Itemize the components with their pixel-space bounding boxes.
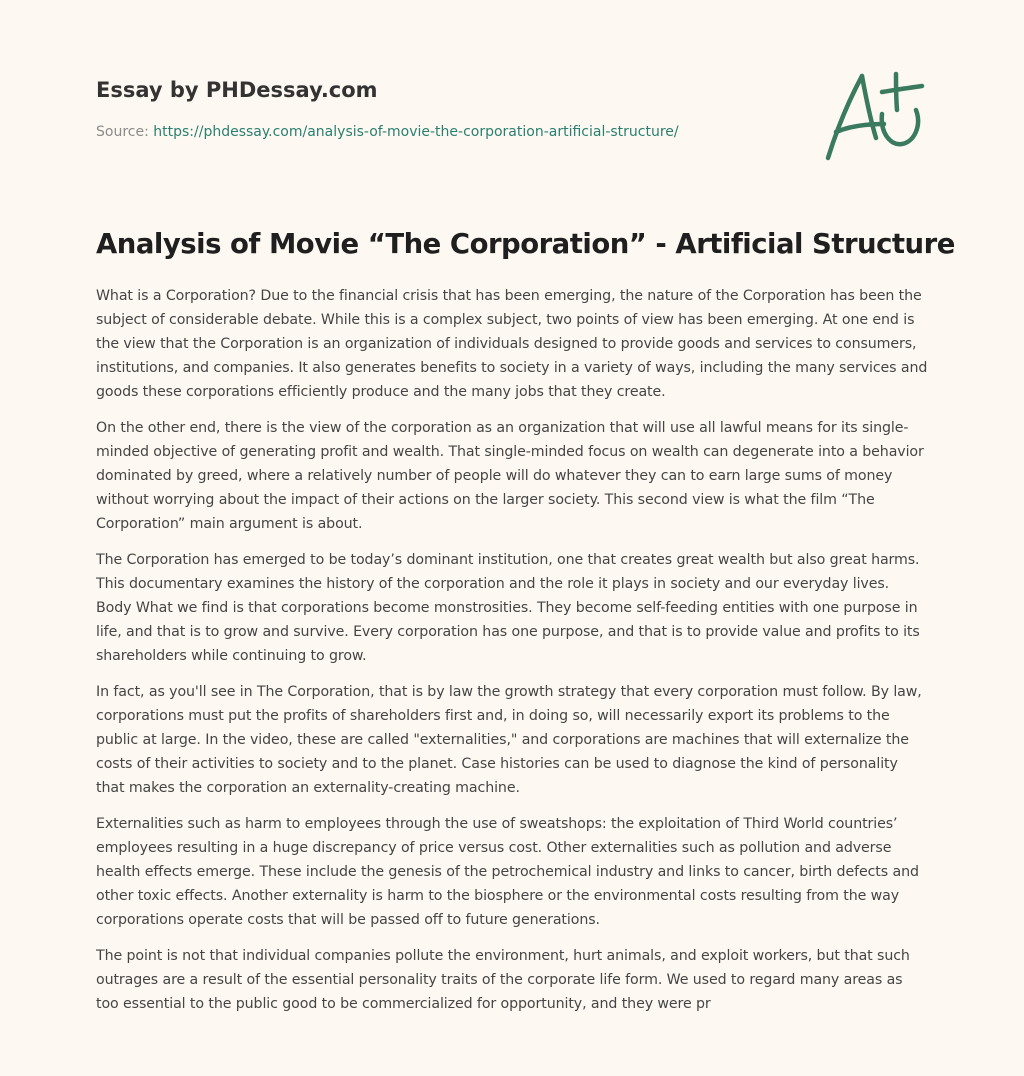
paragraph: In fact, as you'll see in The Corporation, that is by law the growth strategy that every corporation must follow. By law, corporations must put the profits of shareholders first and, in doing so, will necessarily export its problems to the public at large. In the video, these are called "externalities," and corporations are machines that will externalize the costs of their activities to society and to the planet. Case histories can be used to diagnose the kind of personality that makes the corporation an externality-creating machine. xyxy=(96,684,922,796)
article-body xyxy=(96,284,928,1062)
source-link[interactable]: https://phdessay.com/analysis-of-movie-the-corporation-artificial-structure/ xyxy=(153,124,679,140)
paragraph: The point is not that individual companies pollute the environment, hurt animals, and exploit workers, but that such outrages are a result of the essential personality traits of the corporate life form. We used to regard many areas as too essential to the public good to be commercialized for opportunity, and they were pr xyxy=(96,948,910,1012)
site-title: Essay by PHDessay.com xyxy=(96,78,378,102)
paragraph: The Corporation has emerged to be today’s dominant institution, one that creates great wealth but also great harms. This documentary examines the history of the corporation and the role it plays in society and our everyday lives. Body What we find is that corporations become monstrosities. They become self-feeding entities with one purpose in life, and that is to grow and survive. Every corporation has one purpose, and that is to provide value and profits to its shareholders while continuing to grow. xyxy=(96,552,920,664)
a-plus-grade-icon xyxy=(818,66,930,166)
essay-header xyxy=(96,76,796,141)
paragraph: On the other end, there is the view of the corporation as an organization that will use all lawful means for its single-minded objective of generating profit and wealth. That single-minded focus on wealth can degenerate into a behavior dominated by greed, where a relatively number of people will do whatever they can to earn large sums of money without worrying about the impact of their actions on the larger society. This second view is what the film “The Corporation” main argument is about. xyxy=(96,420,924,532)
source-line xyxy=(96,123,796,141)
source-label: Source: xyxy=(96,124,154,140)
article-title: Analysis of Movie “The Corporation” - Artificial Structure xyxy=(96,228,955,260)
paragraph: Externalities such as harm to employees through the use of sweatshops: the exploitation of Third World countries’ employees resulting in a huge discrepancy of price versus cost. Other externalities such as pollution and adverse health effects emerge. These include the genesis of the petrochemical industry and links to cancer, birth defects and other toxic effects. Another externality is harm to the biosphere or the environmental costs resulting from the way corporations operate costs that will be passed off to future generations. xyxy=(96,816,919,928)
paragraph: What is a Corporation? Due to the financial crisis that has been emerging, the nature of the Corporation has been the subject of considerable debate. While this is a complex subject, two points of view has been emerging. At one end is the view that the Corporation is an organization of individuals designed to provide goods and services to consumers, institutions, and companies. It also generates benefits to society in a variety of ways, including the many services and goods these corporations efficiently produce and the many jobs that they create. xyxy=(96,288,928,400)
